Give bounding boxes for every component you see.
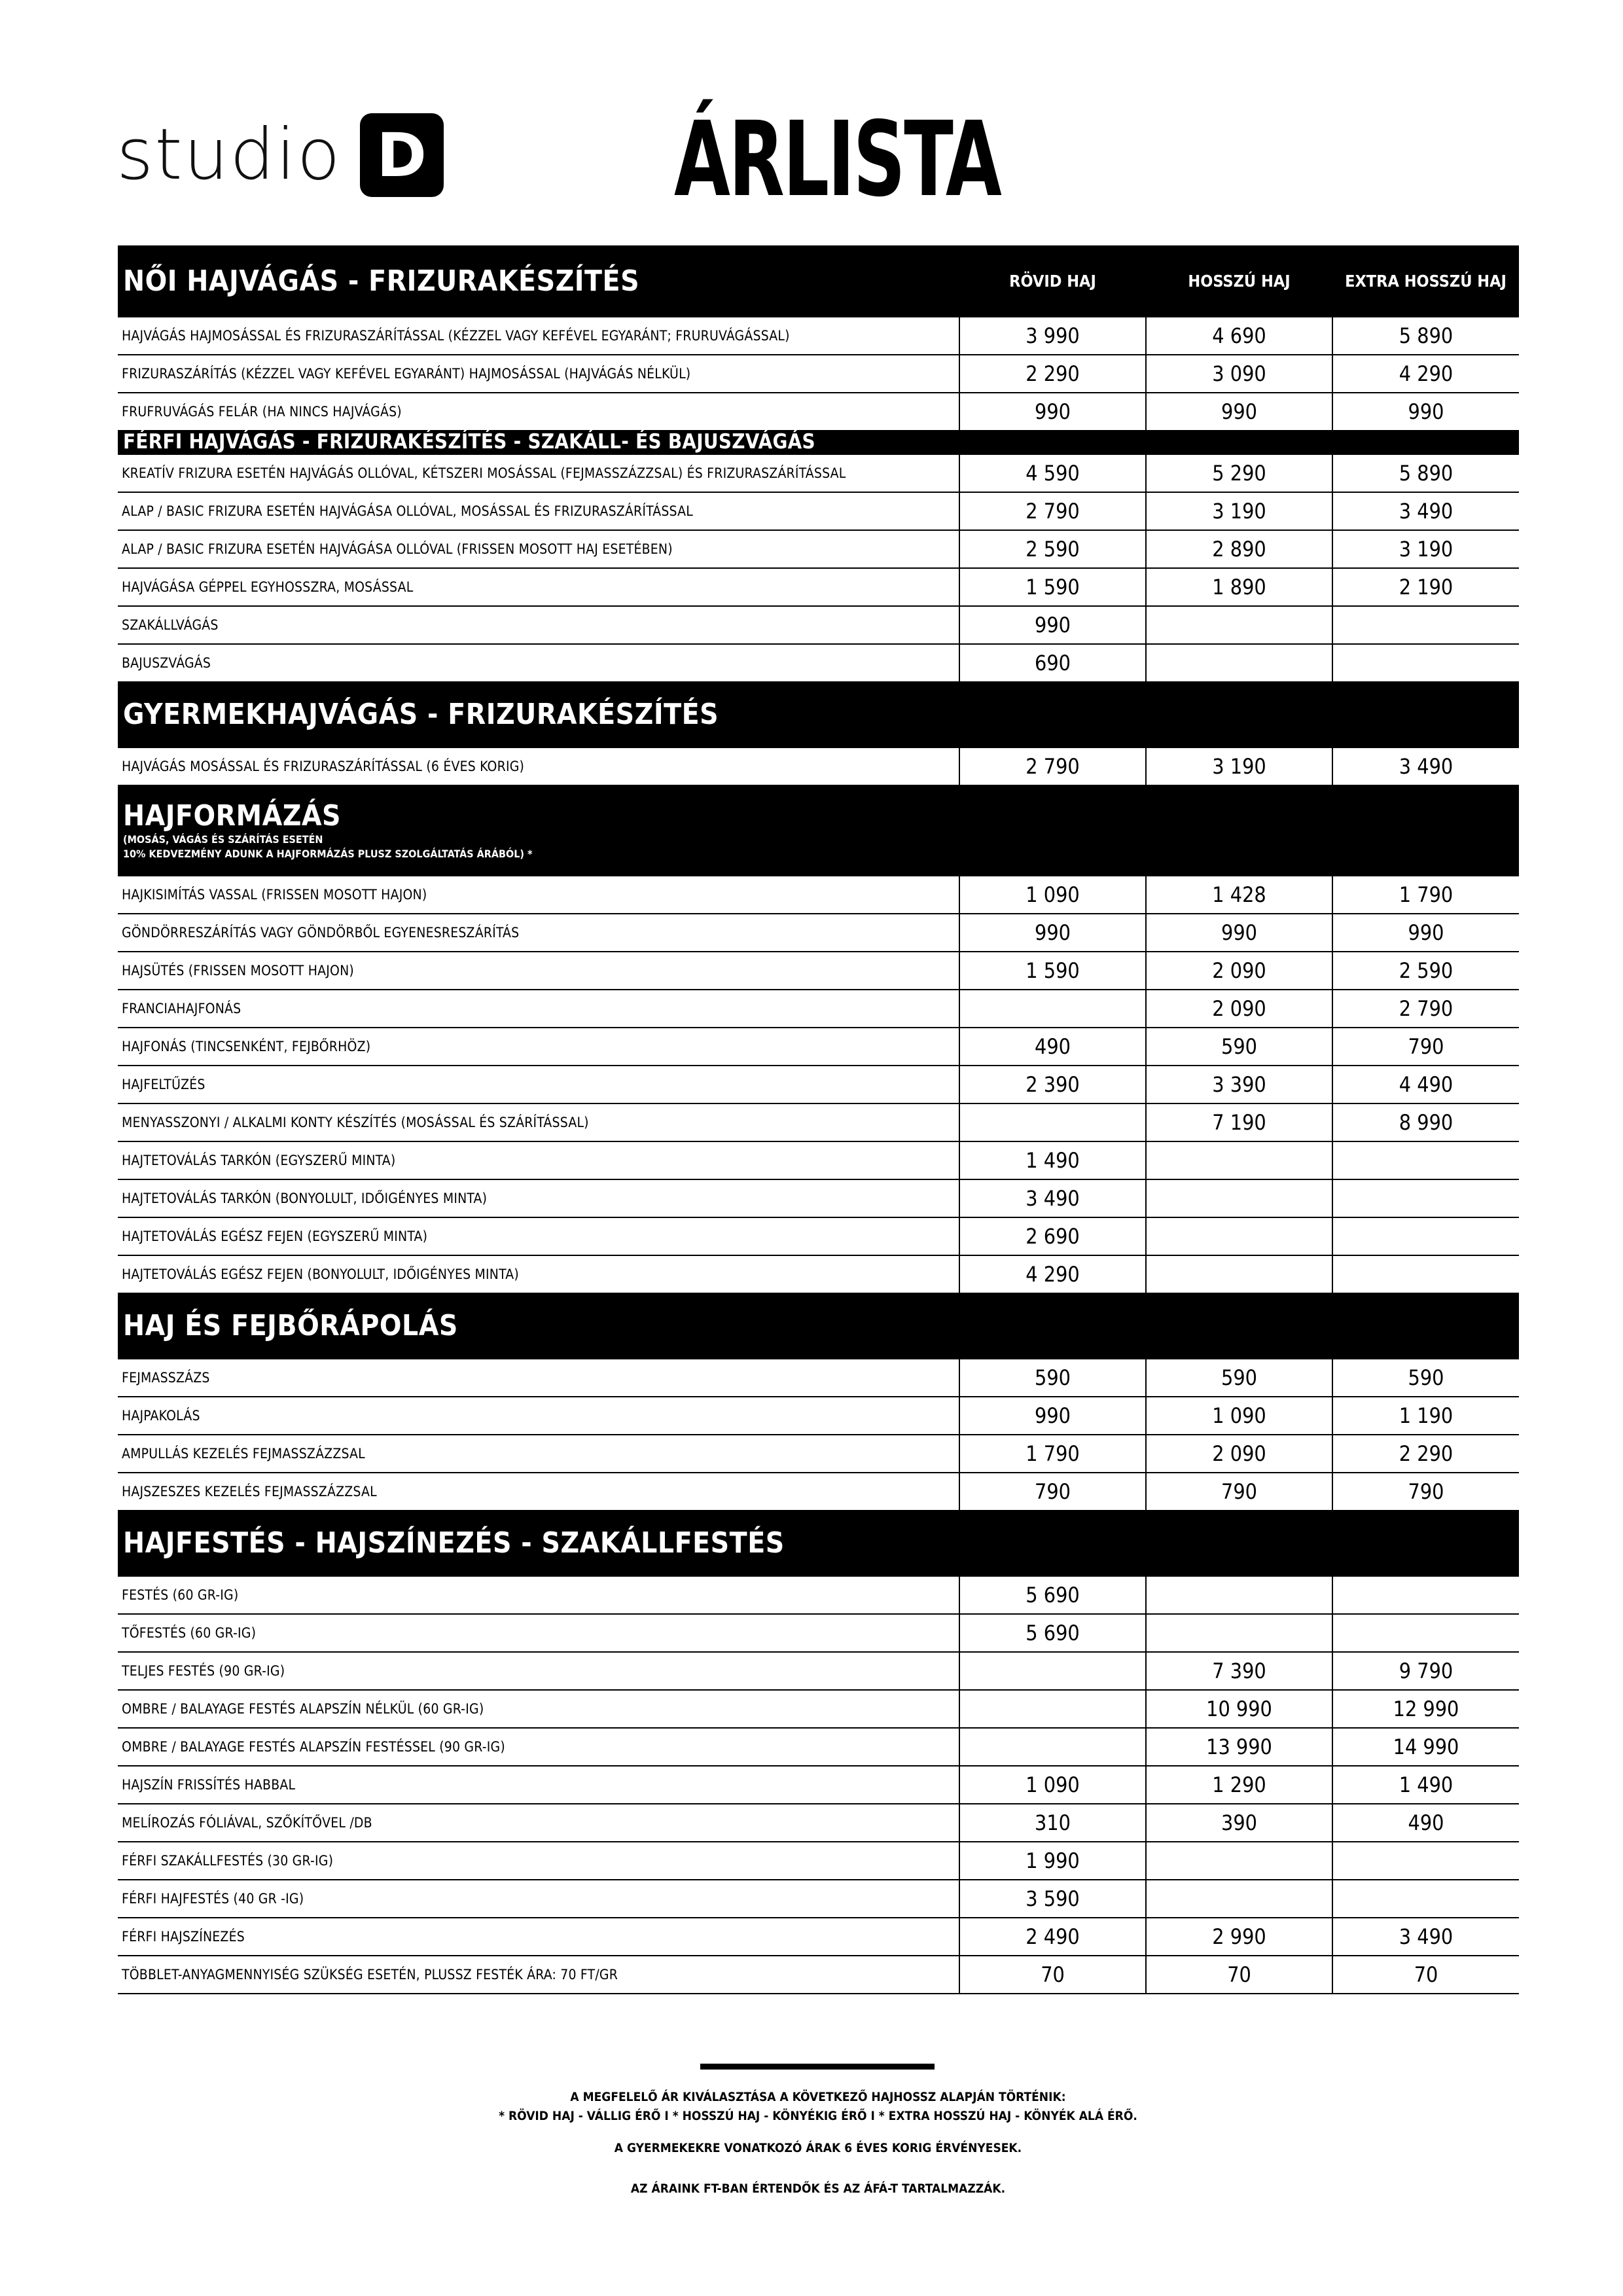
price-cell: 2 090 bbox=[1146, 990, 1332, 1028]
price-cell bbox=[1146, 1217, 1332, 1255]
section-title-cell bbox=[118, 1510, 1519, 1576]
service-row bbox=[118, 952, 1519, 990]
service-name: HAJTETOVÁLÁS TARKÓN (EGYSZERŰ MINTA) bbox=[118, 1141, 959, 1179]
service-name: HAJTETOVÁLÁS TARKÓN (BONYOLULT, IDŐIGÉNYES MINTA) bbox=[118, 1179, 959, 1217]
price-cell: 4 290 bbox=[959, 1255, 1146, 1293]
price-cell: 790 bbox=[1146, 1473, 1332, 1510]
price-cell: 590 bbox=[1146, 1359, 1332, 1397]
service-name: HAJSZÍN FRISSÍTÉS HABBAL bbox=[118, 1766, 959, 1804]
price-cell: 1 990 bbox=[959, 1842, 1146, 1880]
price-cell: 1 090 bbox=[1146, 1397, 1332, 1435]
service-row bbox=[118, 454, 1519, 492]
service-name: FÉRFI SZAKÁLLFESTÉS (30 GR-IG) bbox=[118, 1842, 959, 1880]
price-cell: 3 590 bbox=[959, 1880, 1146, 1918]
service-row bbox=[118, 492, 1519, 530]
price-cell: 12 990 bbox=[1332, 1690, 1519, 1728]
price-cell: 3 490 bbox=[959, 1179, 1146, 1217]
price-cell: 1 590 bbox=[959, 952, 1146, 990]
price-cell: 990 bbox=[959, 914, 1146, 952]
section-header bbox=[118, 1293, 1519, 1359]
service-row bbox=[118, 1614, 1519, 1652]
price-cell: 1 290 bbox=[1146, 1766, 1332, 1804]
price-cell: 390 bbox=[1146, 1804, 1332, 1842]
price-cell: 7 390 bbox=[1146, 1652, 1332, 1690]
price-cell bbox=[1332, 1255, 1519, 1293]
price-cell: 1 190 bbox=[1332, 1397, 1519, 1435]
price-table bbox=[118, 245, 1519, 1994]
service-row bbox=[118, 1217, 1519, 1255]
section-header bbox=[118, 1510, 1519, 1576]
price-cell: 2 190 bbox=[1332, 568, 1519, 606]
price-cell: 7 190 bbox=[1146, 1103, 1332, 1141]
price-cell: 990 bbox=[1146, 914, 1332, 952]
column-header: HOSSZÚ HAJ bbox=[1146, 245, 1332, 317]
price-cell: 1 790 bbox=[959, 1435, 1146, 1473]
service-row bbox=[118, 1435, 1519, 1473]
price-cell: 5 290 bbox=[1146, 454, 1332, 492]
service-name: HAJTETOVÁLÁS EGÉSZ FEJEN (EGYSZERŰ MINTA) bbox=[118, 1217, 959, 1255]
service-row bbox=[118, 1766, 1519, 1804]
section-title-cell bbox=[118, 430, 1519, 454]
service-row bbox=[118, 568, 1519, 606]
service-row bbox=[118, 1652, 1519, 1690]
price-cell bbox=[1332, 1614, 1519, 1652]
service-name: HAJKISIMÍTÁS VASSAL (FRISSEN MOSOTT HAJON) bbox=[118, 876, 959, 914]
service-row bbox=[118, 393, 1519, 430]
price-cell: 2 990 bbox=[1146, 1918, 1332, 1956]
price-cell bbox=[1146, 1614, 1332, 1652]
service-name: GÖNDÖRRESZÁRÍTÁS VAGY GÖNDÖRBŐL EGYENESRESZÁRÍTÁS bbox=[118, 914, 959, 952]
service-name: KREATÍV FRIZURA ESETÉN HAJVÁGÁS OLLÓVAL, KÉTSZERI MOSÁSSAL (FEJMASSZÁZZSAL) ÉS FRIZURASZÁRÍTÁSSAL bbox=[118, 454, 959, 492]
price-cell: 2 090 bbox=[1146, 1435, 1332, 1473]
section-title: HAJFORMÁZÁS bbox=[123, 798, 342, 833]
price-cell: 990 bbox=[1332, 914, 1519, 952]
price-cell: 2 790 bbox=[959, 492, 1146, 530]
service-row bbox=[118, 644, 1519, 681]
price-cell: 2 290 bbox=[959, 355, 1146, 393]
service-name: HAJTETOVÁLÁS EGÉSZ FEJEN (BONYOLULT, IDŐIGÉNYES MINTA) bbox=[118, 1255, 959, 1293]
service-name: FESTÉS (60 GR-IG) bbox=[118, 1576, 959, 1614]
price-cell: 2 890 bbox=[1146, 530, 1332, 568]
service-row bbox=[118, 1141, 1519, 1179]
service-row bbox=[118, 1576, 1519, 1614]
price-cell: 70 bbox=[1332, 1956, 1519, 1994]
service-row bbox=[118, 1728, 1519, 1766]
price-cell: 3 490 bbox=[1332, 1918, 1519, 1956]
price-cell bbox=[1146, 1842, 1332, 1880]
price-cell bbox=[1332, 644, 1519, 681]
price-cell bbox=[1332, 1842, 1519, 1880]
price-cell: 990 bbox=[1146, 393, 1332, 430]
price-cell: 1 490 bbox=[1332, 1766, 1519, 1804]
service-row bbox=[118, 1918, 1519, 1956]
service-name: HAJSZESZES KEZELÉS FEJMASSZÁZZSAL bbox=[118, 1473, 959, 1510]
service-row bbox=[118, 1255, 1519, 1293]
section-title: HAJFESTÉS - HAJSZÍNEZÉS - SZAKÁLLFESTÉS bbox=[123, 1526, 785, 1560]
service-row bbox=[118, 990, 1519, 1028]
service-name: HAJFELTŰZÉS bbox=[118, 1066, 959, 1103]
service-name: BAJUSZVÁGÁS bbox=[118, 644, 959, 681]
service-row bbox=[118, 1804, 1519, 1842]
section-header bbox=[118, 681, 1519, 747]
price-cell bbox=[1332, 1217, 1519, 1255]
price-cell: 2 390 bbox=[959, 1066, 1146, 1103]
price-cell: 1 890 bbox=[1146, 568, 1332, 606]
price-cell: 4 290 bbox=[1332, 355, 1519, 393]
service-name: FRUFRUVÁGÁS FELÁR (HA NINCS HAJVÁGÁS) bbox=[118, 393, 959, 430]
price-cell: 990 bbox=[1332, 393, 1519, 430]
price-cell bbox=[959, 1728, 1146, 1766]
price-cell bbox=[1332, 1880, 1519, 1918]
service-name: HAJVÁGÁS MOSÁSSAL ÉS FRIZURASZÁRÍTÁSSAL (6 ÉVES KORIG) bbox=[118, 747, 959, 785]
logo-text: studio bbox=[116, 114, 342, 196]
price-cell: 590 bbox=[1146, 1028, 1332, 1066]
service-row bbox=[118, 1880, 1519, 1918]
price-cell bbox=[1332, 1576, 1519, 1614]
price-cell: 3 090 bbox=[1146, 355, 1332, 393]
price-cell bbox=[959, 1103, 1146, 1141]
price-cell: 3 990 bbox=[959, 317, 1146, 355]
section-header bbox=[118, 785, 1519, 876]
price-cell: 2 690 bbox=[959, 1217, 1146, 1255]
section-title-cell bbox=[118, 245, 959, 317]
service-row bbox=[118, 1359, 1519, 1397]
price-cell: 2 290 bbox=[1332, 1435, 1519, 1473]
service-name: OMBRE / BALAYAGE FESTÉS ALAPSZÍN FESTÉSSEL (90 GR-IG) bbox=[118, 1728, 959, 1766]
price-cell: 2 590 bbox=[1332, 952, 1519, 990]
service-name: FEJMASSZÁZS bbox=[118, 1359, 959, 1397]
service-name: FRANCIAHAJFONÁS bbox=[118, 990, 959, 1028]
price-cell bbox=[1146, 606, 1332, 644]
price-cell bbox=[1146, 1141, 1332, 1179]
service-row bbox=[118, 1103, 1519, 1141]
service-name: HAJVÁGÁS HAJMOSÁSSAL ÉS FRIZURASZÁRÍTÁSSAL (KÉZZEL VAGY KEFÉVEL EGYARÁNT; FRURUVÁGÁSSAL) bbox=[118, 317, 959, 355]
section-title-cell bbox=[118, 1293, 1519, 1359]
price-cell: 3 190 bbox=[1146, 492, 1332, 530]
price-cell: 2 090 bbox=[1146, 952, 1332, 990]
price-cell: 4 590 bbox=[959, 454, 1146, 492]
service-row bbox=[118, 1956, 1519, 1994]
price-cell bbox=[1146, 1255, 1332, 1293]
footer-children-note: A GYERMEKEKRE VONATKOZÓ ÁRAK 6 ÉVES KORIG ÉRVÉNYESEK. bbox=[614, 2141, 1022, 2155]
section-header bbox=[118, 245, 1519, 317]
price-cell: 990 bbox=[959, 606, 1146, 644]
price-cell: 2 790 bbox=[1332, 990, 1519, 1028]
price-cell bbox=[1146, 1179, 1332, 1217]
price-cell: 3 390 bbox=[1146, 1066, 1332, 1103]
section-title: HAJ ÉS FEJBŐRÁPOLÁS bbox=[123, 1308, 458, 1342]
price-cell: 1 090 bbox=[959, 1766, 1146, 1804]
service-row bbox=[118, 914, 1519, 952]
service-name: ALAP / BASIC FRIZURA ESETÉN HAJVÁGÁSA OLLÓVAL, MOSÁSSAL ÉS FRIZURASZÁRÍTÁSSAL bbox=[118, 492, 959, 530]
price-cell: 590 bbox=[959, 1359, 1146, 1397]
footer-vat-note: AZ ÁRAINK FT-BAN ÉRTENDŐK ÉS AZ ÁFÁ-T TARTALMAZZÁK. bbox=[630, 2181, 1006, 2196]
price-cell: 3 190 bbox=[1332, 530, 1519, 568]
logo-mark: D bbox=[360, 113, 444, 197]
service-name: FÉRFI HAJSZÍNEZÉS bbox=[118, 1918, 959, 1956]
footer-line-2: * RÖVID HAJ - VÁLLIG ÉRŐ I * HOSSZÚ HAJ - KÖNYÉKIG ÉRŐ I * EXTRA HOSSZÚ HAJ - KÖNYÉK ALÁ ÉRŐ. bbox=[499, 2108, 1137, 2123]
service-name: HAJVÁGÁSA GÉPPEL EGYHOSSZRA, MOSÁSSAL bbox=[118, 568, 959, 606]
service-name: MELÍROZÁS FÓLIÁVAL, SZŐKÍTŐVEL /DB bbox=[118, 1804, 959, 1842]
service-row bbox=[118, 1473, 1519, 1510]
price-cell: 3 490 bbox=[1332, 492, 1519, 530]
price-cell: 13 990 bbox=[1146, 1728, 1332, 1766]
service-name: TŐFESTÉS (60 GR-IG) bbox=[118, 1614, 959, 1652]
price-cell: 1 590 bbox=[959, 568, 1146, 606]
service-row bbox=[118, 1690, 1519, 1728]
service-name: ALAP / BASIC FRIZURA ESETÉN HAJVÁGÁSA OLLÓVAL (FRISSEN MOSOTT HAJ ESETÉBEN) bbox=[118, 530, 959, 568]
price-cell: 1 790 bbox=[1332, 876, 1519, 914]
section-title-cell bbox=[118, 681, 1519, 747]
price-cell bbox=[1332, 606, 1519, 644]
price-cell bbox=[959, 1690, 1146, 1728]
service-row bbox=[118, 1179, 1519, 1217]
service-row bbox=[118, 1397, 1519, 1435]
studio-d-logo bbox=[116, 113, 444, 198]
price-cell: 2 590 bbox=[959, 530, 1146, 568]
service-row bbox=[118, 747, 1519, 785]
service-row bbox=[118, 1028, 1519, 1066]
footer-hair-length-note bbox=[118, 2088, 1518, 2125]
price-cell: 490 bbox=[1332, 1804, 1519, 1842]
service-row bbox=[118, 606, 1519, 644]
price-cell: 70 bbox=[959, 1956, 1146, 1994]
price-cell: 5 890 bbox=[1332, 454, 1519, 492]
price-cell: 1 090 bbox=[959, 876, 1146, 914]
price-cell: 790 bbox=[1332, 1028, 1519, 1066]
price-cell: 14 990 bbox=[1332, 1728, 1519, 1766]
price-cell: 990 bbox=[959, 393, 1146, 430]
section-title: GYERMEKHAJVÁGÁS - FRIZURAKÉSZÍTÉS bbox=[123, 697, 719, 731]
service-row bbox=[118, 530, 1519, 568]
price-cell: 9 790 bbox=[1332, 1652, 1519, 1690]
price-cell: 790 bbox=[959, 1473, 1146, 1510]
section-title-cell bbox=[118, 785, 1519, 876]
service-name: OMBRE / BALAYAGE FESTÉS ALAPSZÍN NÉLKÜL (60 GR-IG) bbox=[118, 1690, 959, 1728]
price-cell: 5 890 bbox=[1332, 317, 1519, 355]
service-row bbox=[118, 1842, 1519, 1880]
service-row bbox=[118, 876, 1519, 914]
service-row bbox=[118, 1066, 1519, 1103]
price-cell: 5 690 bbox=[959, 1614, 1146, 1652]
service-name: HAJFONÁS (TINCSENKÉNT, FEJBŐRHÖZ) bbox=[118, 1028, 959, 1066]
price-cell: 3 490 bbox=[1332, 747, 1519, 785]
section-title: FÉRFI HAJVÁGÁS - FRIZURAKÉSZÍTÉS - SZAKÁLL- ÉS BAJUSZVÁGÁS bbox=[123, 430, 815, 454]
page-title: ÁRLISTA bbox=[674, 99, 1001, 220]
price-cell: 5 690 bbox=[959, 1576, 1146, 1614]
price-cell: 690 bbox=[959, 644, 1146, 681]
price-cell bbox=[1146, 644, 1332, 681]
section-note: 10% KEDVEZMÉNY ADUNK A HAJFORMÁZÁS PLUSZ SZOLGÁLTATÁS ÁRÁBÓL) * bbox=[123, 847, 533, 860]
price-cell: 10 990 bbox=[1146, 1690, 1332, 1728]
price-cell: 70 bbox=[1146, 1956, 1332, 1994]
price-cell bbox=[959, 990, 1146, 1028]
price-cell: 490 bbox=[959, 1028, 1146, 1066]
service-name: SZAKÁLLVÁGÁS bbox=[118, 606, 959, 644]
service-name: HAJSÜTÉS (FRISSEN MOSOTT HAJON) bbox=[118, 952, 959, 990]
column-header: EXTRA HOSSZÚ HAJ bbox=[1332, 245, 1519, 317]
service-name: TELJES FESTÉS (90 GR-IG) bbox=[118, 1652, 959, 1690]
footer-line-1: A MEGFELELŐ ÁR KIVÁLASZTÁSA A KÖVETKEZŐ HAJHOSSZ ALAPJÁN TÖRTÉNIK: bbox=[570, 2090, 1066, 2104]
price-cell: 4 690 bbox=[1146, 317, 1332, 355]
price-cell: 3 190 bbox=[1146, 747, 1332, 785]
service-name: FÉRFI HAJFESTÉS (40 GR -IG) bbox=[118, 1880, 959, 1918]
price-cell: 2 790 bbox=[959, 747, 1146, 785]
column-header: RÖVID HAJ bbox=[959, 245, 1146, 317]
price-cell: 990 bbox=[959, 1397, 1146, 1435]
service-name: MENYASSZONYI / ALKALMI KONTY KÉSZÍTÉS (MOSÁSSAL ÉS SZÁRÍTÁSSAL) bbox=[118, 1103, 959, 1141]
service-name: FRIZURASZÁRÍTÁS (KÉZZEL VAGY KEFÉVEL EGYARÁNT) HAJMOSÁSSAL (HAJVÁGÁS NÉLKÜL) bbox=[118, 355, 959, 393]
price-cell bbox=[1332, 1141, 1519, 1179]
price-cell bbox=[959, 1652, 1146, 1690]
price-cell: 790 bbox=[1332, 1473, 1519, 1510]
price-cell: 310 bbox=[959, 1804, 1146, 1842]
price-cell: 590 bbox=[1332, 1359, 1519, 1397]
service-name: TÖBBLET-ANYAGMENNYISÉG SZÜKSÉG ESETÉN, PLUSSZ FESTÉK ÁRA: 70 FT/GR bbox=[118, 1956, 959, 1994]
price-cell: 2 490 bbox=[959, 1918, 1146, 1956]
price-cell: 1 490 bbox=[959, 1141, 1146, 1179]
service-row bbox=[118, 355, 1519, 393]
service-name: HAJPAKOLÁS bbox=[118, 1397, 959, 1435]
section-note: (MOSÁS, VÁGÁS ÉS SZÁRÍTÁS ESETÉN bbox=[123, 833, 323, 846]
section-header bbox=[118, 430, 1519, 454]
price-cell: 1 428 bbox=[1146, 876, 1332, 914]
service-row bbox=[118, 317, 1519, 355]
footer-divider bbox=[700, 2064, 935, 2070]
price-cell: 4 490 bbox=[1332, 1066, 1519, 1103]
price-cell bbox=[1146, 1880, 1332, 1918]
price-cell bbox=[1146, 1576, 1332, 1614]
price-cell: 8 990 bbox=[1332, 1103, 1519, 1141]
service-name: AMPULLÁS KEZELÉS FEJMASSZÁZZSAL bbox=[118, 1435, 959, 1473]
price-cell bbox=[1332, 1179, 1519, 1217]
section-title: NŐI HAJVÁGÁS - FRIZURAKÉSZÍTÉS bbox=[123, 264, 640, 298]
